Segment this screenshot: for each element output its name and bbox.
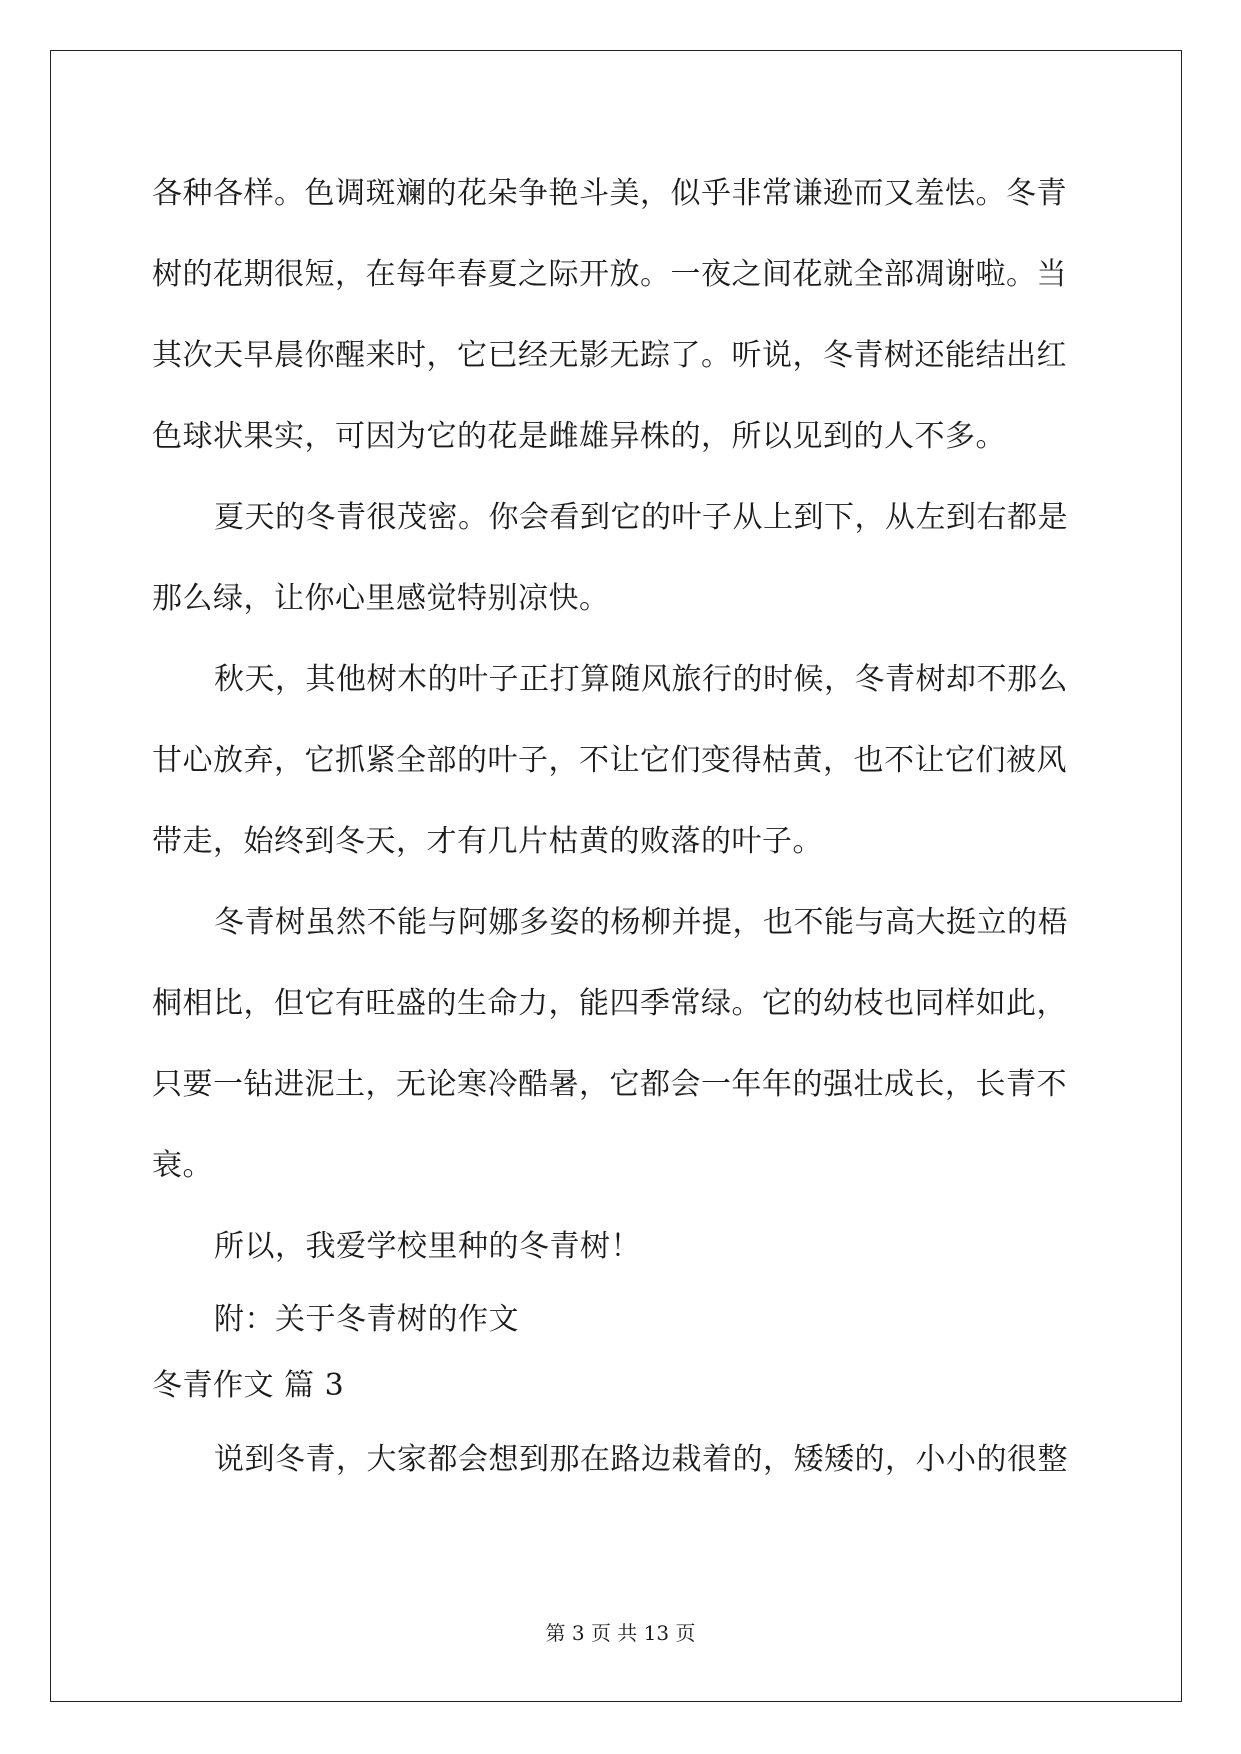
text-line: 那么绿，让你心里感觉特别凉快。 (152, 581, 610, 616)
section-heading: 冬青作文 篇 3 (152, 1368, 345, 1403)
text-line: 说到冬青，大家都会想到那在路边栽着的，矮矮的，小小的很整 (214, 1442, 1068, 1477)
page-footer: 第 3 页 共 13 页 (545, 1621, 696, 1645)
text-line: 冬青树虽然不能与阿娜多姿的杨柳并提，也不能与高大挺立的梧 (214, 905, 1068, 940)
text-line: 衰。 (152, 1148, 213, 1183)
text-line: 只要一钻进泥土，无论寒冷酷暑，它都会一年年的强壮成长，长青不 (152, 1067, 1067, 1102)
text-line: 各种各样。色调斑斓的花朵争艳斗美，似乎非常谦逊而又羞怯。冬青 (152, 176, 1067, 211)
text-line: 其次天早晨你醒来时，它已经无影无踪了。听说，冬青树还能结出红 (152, 338, 1067, 373)
text-line: 夏天的冬青很茂密。你会看到它的叶子从上到下，从左到右都是 (214, 500, 1068, 535)
text-line: 甘心放弃，它抓紧全部的叶子，不让它们变得枯黄，也不让它们被风 (152, 743, 1067, 778)
text-line: 桐相比，但它有旺盛的生命力，能四季常绿。它的幼枝也同样如此， (152, 986, 1067, 1021)
document-body (152, 153, 1096, 1500)
text-line: 树的花期很短，在每年春夏之际开放。一夜之间花就全部凋谢啦。当 (152, 257, 1067, 292)
text-line: 色球状果实，可因为它的花是雌雄异株的，所以见到的人不多。 (152, 419, 1006, 454)
text-line: 带走，始终到冬天，才有几片枯黄的败落的叶子。 (152, 824, 823, 859)
text-line: 秋天，其他树木的叶子正打算随风旅行的时候，冬青树却不那么 (214, 662, 1068, 697)
text-line: 所以，我爱学校里种的冬青树！ (214, 1229, 641, 1264)
text-line: 附：关于冬青树的作文 (214, 1302, 519, 1337)
